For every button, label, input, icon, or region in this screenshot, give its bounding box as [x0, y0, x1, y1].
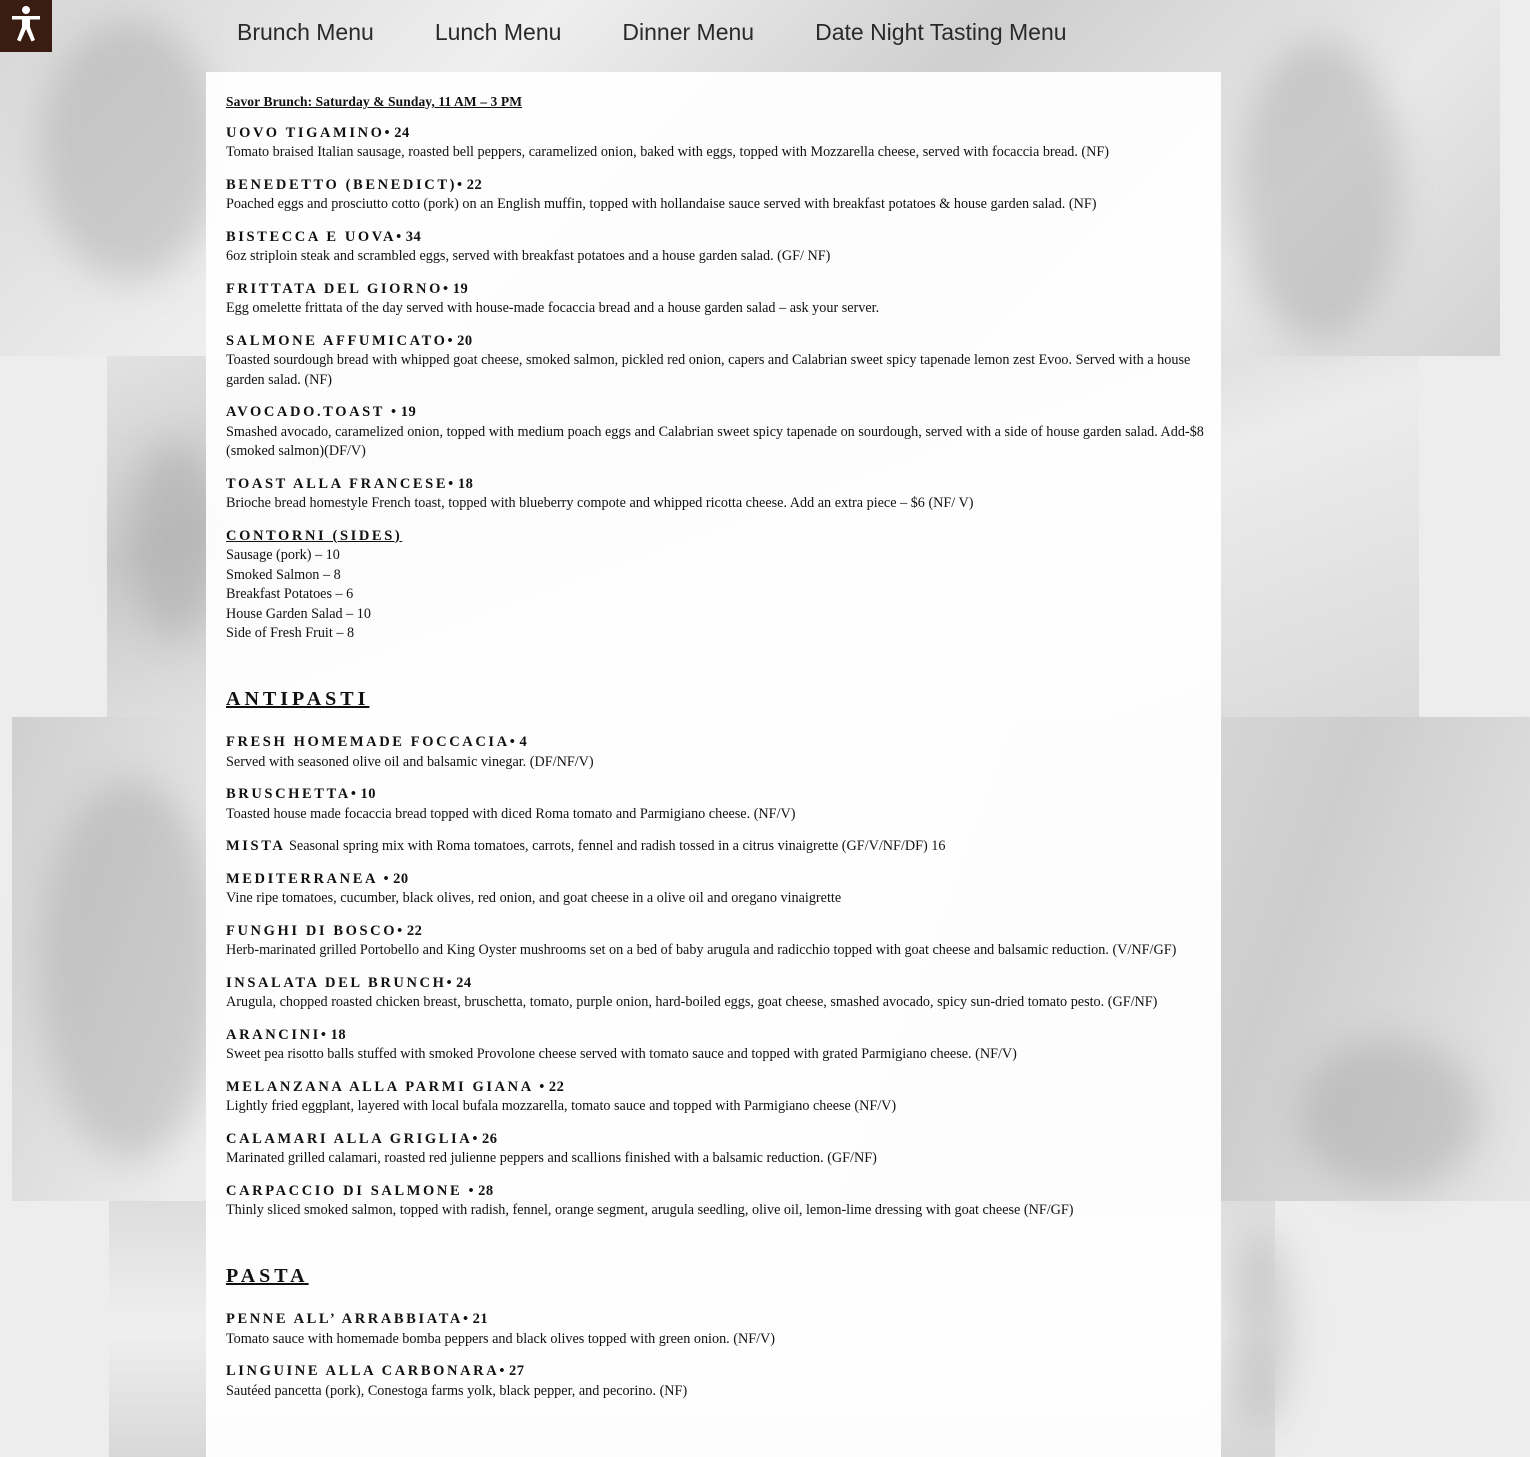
photo-shadow — [1300, 1040, 1480, 1190]
nav-lunch-menu[interactable]: Lunch Menu — [434, 18, 562, 45]
menu-item-price: • 20 — [383, 870, 409, 887]
brunch-items — [226, 124, 1206, 514]
menu-item-price: • 18 — [320, 1026, 347, 1043]
accessibility-icon — [9, 5, 43, 48]
menu-item-description: Toasted sourdough bread with whipped goat cheese, smoked salmon, pickled red onion, capers and Calabrian sweet spicy tapenade lemon zest Evoo. Served with a house garden salad. (NF) — [226, 352, 1191, 388]
menu-nav — [206, 0, 1221, 64]
menu-item-name: MEDITERRANEA — [226, 870, 384, 887]
menu-item — [226, 974, 1206, 1013]
menu-item-name: SALMONE AFFUMICATO — [226, 332, 448, 349]
menu-item — [226, 1026, 1206, 1065]
menu-item-name: PENNE ALL’ ARRABBIATA — [226, 1311, 463, 1327]
menu-item-description: Smashed avocado, caramelized onion, topped with medium poach eggs and Calabrian sweet spicy tapenade on sourdough, served with a side of house garden salad. Add-$8 (smoked salmon)(DF/V) — [226, 423, 1204, 459]
menu-item-price: • 10 — [350, 786, 377, 802]
section-title-antipasti: ANTIPASTI — [226, 687, 370, 710]
menu-item-description: Vine ripe tomatoes, cucumber, black olives, red onion, and goat cheese in a olive oil and oregano vinaigrette — [226, 890, 842, 906]
menu-item-name: CALAMARI ALLA GRIGLIA — [226, 1130, 473, 1147]
menu-item-price: • 20 — [447, 332, 473, 349]
menu-item-description: Thinly sliced smoked salmon, topped with radish, fennel, orange segment, arugula seedling, olive oil, lemon-lime dressing with goat cheese (NF/GF) — [226, 1202, 1074, 1218]
menu-item-price: • 19 — [443, 280, 469, 297]
menu-item-name: FRESH HOMEMADE FOCCACIA — [226, 734, 510, 750]
side-item: Breakfast Potatoes – 6 — [226, 586, 354, 602]
menu-item-price: • 21 — [462, 1311, 489, 1327]
menu-item — [226, 124, 1206, 163]
menu-item — [226, 870, 1206, 909]
menu-item-price: • 18 — [448, 475, 474, 492]
menu-item-name: CARPACCIO DI SALMONE — [226, 1182, 469, 1199]
brunch-hours: Savor Brunch: Saturday & Sunday, 11 AM – 3 PM — [226, 94, 523, 109]
nav-dinner-menu[interactable]: Dinner Menu — [622, 18, 755, 45]
menu-item-description: Tomato sauce with homemade bomba peppers and black olives topped with green onion. (NF/V) — [226, 1330, 776, 1347]
menu-item-name: BENEDETTO (BENEDICT) — [226, 176, 458, 193]
menu-item-price: • 24 — [446, 974, 472, 991]
menu-item-price: • 27 — [499, 1363, 525, 1379]
menu-item-description: 6oz striploin steak and scrambled eggs, served with breakfast potatoes and a house garden salad. (GF/ NF) — [226, 248, 831, 264]
menu-item-price: • 19 — [391, 404, 417, 420]
menu-item-name: BISTECCA E UOVA — [226, 228, 397, 245]
menu-item — [226, 1130, 1206, 1169]
menu-item — [226, 228, 1206, 267]
menu-item-description: Poached eggs and prosciutto cotto (pork) on an English muffin, topped with hollandaise sauce served with breakfast potatoes & house garden salad. (NF) — [226, 196, 1097, 212]
accessibility-button[interactable] — [0, 0, 52, 52]
menu-item-price: • 24 — [384, 124, 410, 141]
photo-shadow — [40, 780, 220, 1160]
menu-item — [226, 1362, 1206, 1401]
menu-item-name: TOAST ALLA FRANCESE — [226, 475, 449, 492]
menu-item-price: • 22 — [457, 176, 483, 193]
menu-item — [226, 475, 1206, 514]
menu-item-price: • 34 — [396, 228, 422, 245]
menu-item-name: ARANCINI — [226, 1026, 321, 1043]
menu-item-price: • 22 — [397, 922, 423, 939]
side-item: Smoked Salmon – 8 — [226, 566, 341, 583]
menu-item-name: FUNGHI DI BOSCO — [226, 922, 398, 939]
menu-item-description: Marinated grilled calamari, roasted red julienne peppers and scallions finished with a balsamic reduction. (GF/NF) — [226, 1150, 877, 1166]
section-title-pasta: PASTA — [226, 1264, 309, 1287]
side-item: House Garden Salad – 10 — [226, 605, 371, 622]
menu-item-description: Seasonal spring mix with Roma tomatoes, carrots, fennel and radish tossed in a citrus vinaigrette (GF/V/NF/DF) 16 — [285, 838, 946, 854]
menu-item-description: Tomato braised Italian sausage, roasted bell peppers, caramelized onion, baked with eggs, topped with Mozzarella cheese, served with focaccia bread. (NF) — [226, 144, 1110, 160]
sides-heading: CONTORNI (SIDES) — [226, 527, 403, 544]
menu-item — [226, 785, 1206, 824]
photo-shadow — [40, 20, 220, 280]
menu-item-description: Sautéed pancetta (pork), Conestoga farms yolk, black pepper, and pecorino. (NF) — [226, 1382, 688, 1399]
menu-item-price: • 4 — [509, 734, 528, 750]
menu-item-name: AVOCADO.TOAST — [226, 404, 392, 420]
nav-brunch-menu[interactable]: Brunch Menu — [237, 18, 374, 45]
menu-item-description: Herb-marinated grilled Portobello and King Oyster mushrooms set on a bed of baby arugula and radicchio topped with goat cheese and balsamic reduction. (V/NF/GF) — [226, 942, 1177, 958]
menu-item — [226, 176, 1206, 215]
menu-item-name: BRUSCHETTA — [226, 786, 351, 802]
menu-item — [226, 403, 1206, 462]
menu-item — [226, 332, 1206, 391]
menu-item-name: MELANZANA ALLA PARMI GIANA — [226, 1078, 540, 1095]
menu-item — [226, 837, 1206, 857]
side-item: Sausage (pork) – 10 — [226, 547, 340, 563]
menu-item — [226, 1310, 1206, 1349]
menu-item — [226, 1182, 1206, 1221]
menu-item — [226, 733, 1206, 772]
menu-item-name: FRITTATA DEL GIORNO — [226, 280, 443, 297]
menu-item — [226, 922, 1206, 961]
menu-item-description: Arugula, chopped roasted chicken breast, bruschetta, tomato, purple onion, hard-boiled eggs, goat cheese, smashed avocado, spicy sun-dried tomato pesto. (GF/NF) — [226, 994, 1158, 1010]
sides-section — [226, 527, 1206, 644]
menu-item — [226, 1078, 1206, 1117]
photo-shadow — [1230, 1230, 1290, 1430]
menu-item-description: Brioche bread homestyle French toast, topped with blueberry compote and whipped ricotta cheese. Add an extra piece – $6 (NF/ V) — [226, 495, 974, 511]
menu-item-price: • 28 — [468, 1182, 494, 1199]
menu-content — [226, 92, 1206, 1414]
pasta-items — [226, 1310, 1206, 1401]
menu-item-name: UOVO TIGAMINO — [226, 124, 385, 141]
menu-item-price: • 22 — [539, 1078, 565, 1095]
menu-item-description: Sweet pea risotto balls stuffed with smoked Provolone cheese served with tomato sauce and topped with grated Parmigiano cheese. (NF/V) — [226, 1046, 1017, 1062]
nav-date-night-tasting-menu[interactable]: Date Night Tasting Menu — [815, 18, 1067, 45]
menu-item-name: MISTA — [226, 838, 286, 854]
side-item: Side of Fresh Fruit – 8 — [226, 625, 355, 641]
menu-item — [226, 280, 1206, 319]
menu-item-price: • 26 — [472, 1130, 498, 1147]
photo-shadow — [1240, 40, 1400, 340]
sides-list — [226, 546, 1206, 644]
antipasti-items — [226, 733, 1206, 1221]
menu-item-name: INSALATA DEL BRUNCH — [226, 974, 447, 991]
menu-item-description: Egg omelette frittata of the day served with house-made focaccia bread and a house garden salad – ask your server. — [226, 300, 880, 316]
menu-item-description: Served with seasoned olive oil and balsamic vinegar. (DF/NF/V) — [226, 753, 594, 770]
menu-item-description: Toasted house made focaccia bread topped with diced Roma tomato and Parmigiano cheese. (NF/V) — [226, 805, 796, 822]
menu-item-description: Lightly fried eggplant, layered with local bufala mozzarella, tomato sauce and topped with Parmigiano cheese (NF/V) — [226, 1098, 897, 1114]
menu-item-name: LINGUINE ALLA CARBONARA — [226, 1363, 500, 1379]
